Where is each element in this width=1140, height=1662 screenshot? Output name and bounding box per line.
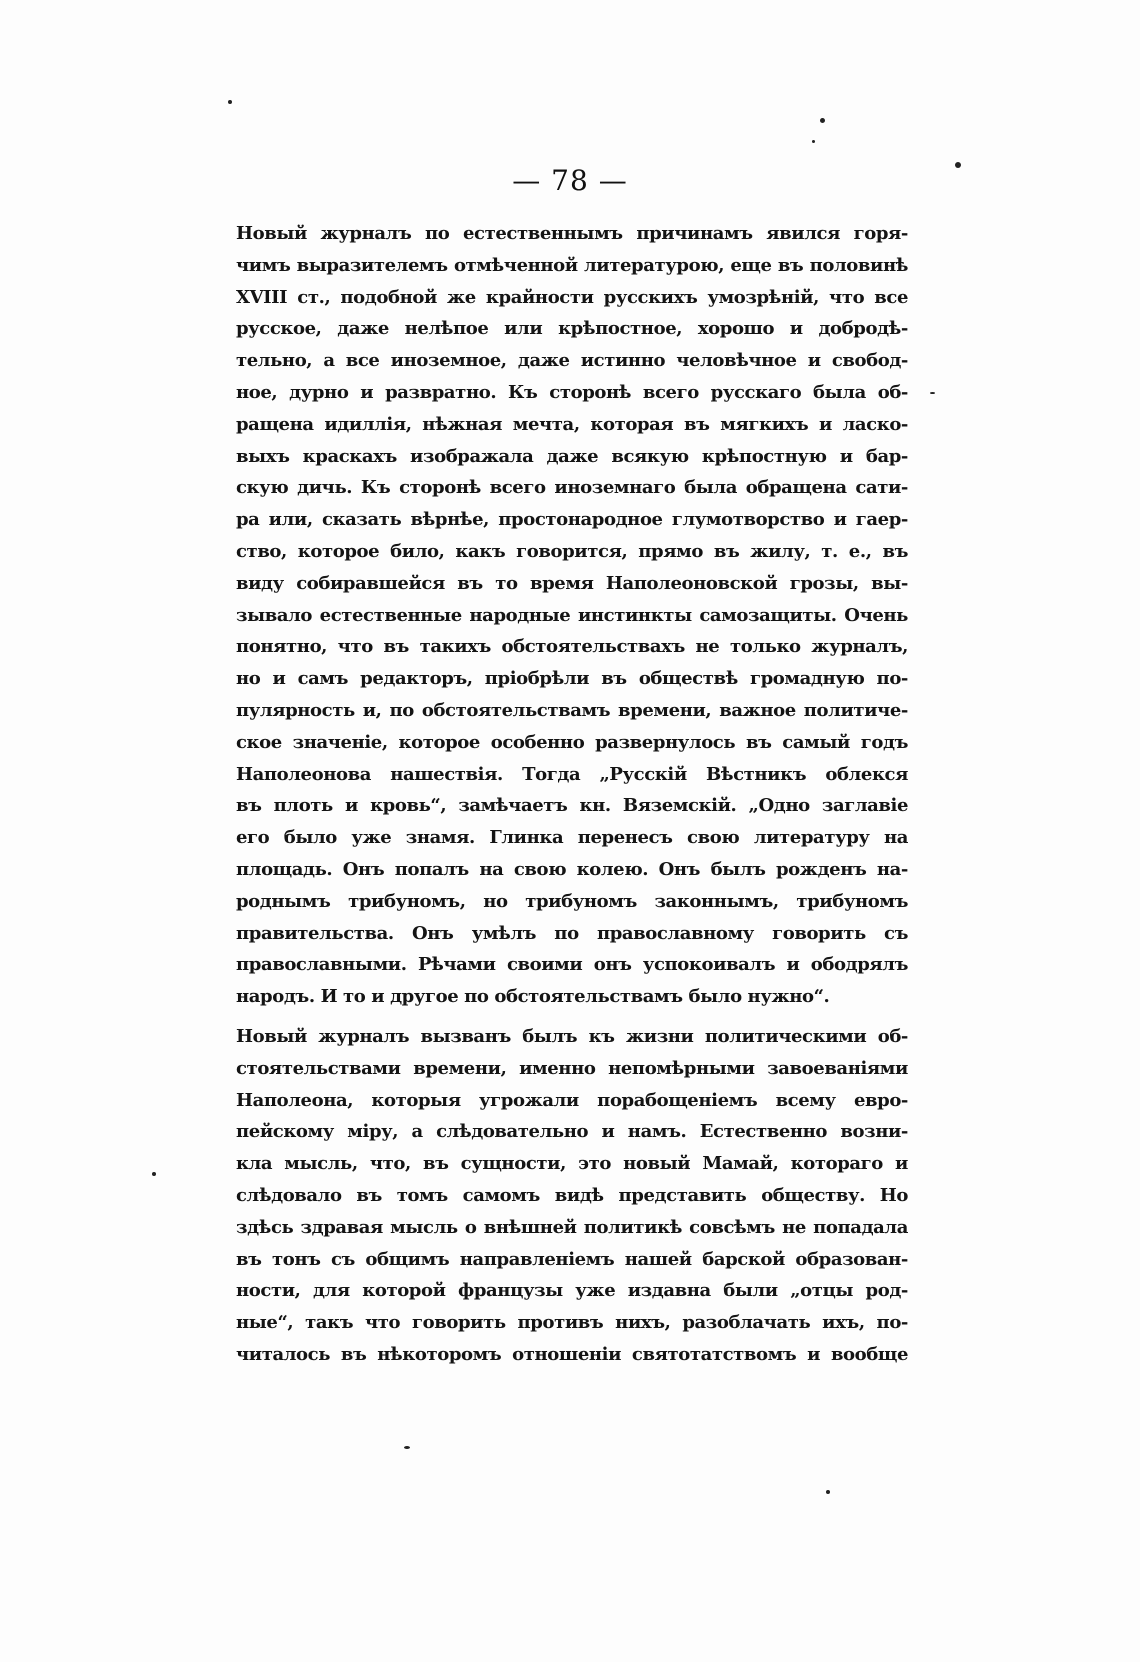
text-line: въ плоть и кровь“, замѣчаетъ кн. Вяземскій. „Одно заглавіе — [236, 795, 908, 817]
text-line: русское, даже нелѣпое или крѣпостное, хорошо и добродѣ- — [236, 318, 908, 340]
text-line: Наполеонова нашествія. Тогда „Русскій Вѣстникъ облекся — [236, 763, 908, 785]
text-line: ное, дурно и развратно. Къ сторонѣ всего русскаго была об- — [236, 381, 908, 403]
text-line: кла мысль, что, въ сущности, это новый Мамай, котораго и — [236, 1153, 908, 1175]
text-line: его было уже знамя. Глинка перенесъ свою литературу на — [236, 827, 908, 849]
text-line: правительства. Онъ умѣлъ по православному говорить съ — [236, 922, 908, 944]
text-line: народъ. И то и другое по обстоятельствамъ было нужно“. — [236, 986, 830, 1008]
text-line: въ тонъ съ общимъ направленіемъ нашей барской образован- — [236, 1248, 908, 1270]
text-line: выхъ краскахъ изображала даже всякую крѣпостную и бар- — [236, 445, 908, 467]
text-line: читалось въ нѣкоторомъ отношеніи святотатствомъ и вообще — [236, 1343, 908, 1365]
text-line: стоятельствами времени, именно непомѣрными завоеваніями — [236, 1057, 908, 1079]
text-line: ные“, такъ что говорить противъ нихъ, разоблачать ихъ, по- — [236, 1312, 908, 1334]
paragraph-1 — [236, 218, 908, 1013]
scan-speck — [955, 162, 961, 168]
text-line: Новый журналъ вызванъ былъ къ жизни политическими об- — [236, 1025, 908, 1047]
text-line: православными. Рѣчами своими онъ успокоивалъ и ободрялъ — [236, 954, 908, 976]
text-line: ра или, сказать вѣрнѣе, простонародное глумотворство и гаер- — [236, 509, 908, 531]
scan-speck — [930, 392, 935, 394]
text-line: слѣдовало въ томъ самомъ видѣ представить обществу. Но — [236, 1184, 908, 1206]
text-line: пулярность и, по обстоятельствамъ времени, важное политиче- — [236, 699, 908, 721]
text-line: пейскому міру, а слѣдовательно и намъ. Естественно возни- — [236, 1121, 908, 1143]
text-line: ство, которое било, какъ говорится, прямо въ жилу, т. е., въ — [236, 540, 908, 562]
text-line: тельно, а все иноземное, даже истинно человѣчное и свобод- — [236, 350, 908, 372]
text-line: виду собиравшейся въ то время Наполеоновской грозы, вы- — [236, 572, 908, 594]
text-line: чимъ выразителемъ отмѣченной литературою, еще въ половинѣ — [236, 254, 908, 276]
text-line: ское значеніе, которое особенно развернулось въ самый годъ — [236, 731, 908, 753]
text-line: но и самъ редакторъ, пріобрѣли въ обществѣ громадную по- — [236, 668, 908, 690]
text-line: ращена идиллія, нѣжная мечта, которая въ мягкихъ и ласко- — [236, 413, 908, 435]
text-line: площадь. Онъ попалъ на свою колею. Онъ былъ рожденъ на- — [236, 858, 908, 880]
text-line: Новый журналъ по естественнымъ причинамъ явился горя- — [236, 223, 908, 244]
scan-speck — [826, 1490, 830, 1494]
text-line: XVIII ст., подобной же крайности русскихъ умозрѣній, что все — [236, 286, 908, 308]
text-line: Наполеона, которыя угрожали порабощеніемъ всему евро- — [236, 1089, 908, 1111]
text-line: скую дичь. Къ сторонѣ всего иноземнаго была обращена сати- — [236, 477, 908, 499]
paragraph-gap — [236, 1013, 908, 1021]
scan-speck — [820, 118, 825, 123]
scan-speck — [152, 1172, 156, 1176]
text-line: понятно, что въ такихъ обстоятельствахъ не только журналъ, — [236, 636, 908, 658]
scan-speck — [404, 1446, 410, 1449]
scan-speck — [228, 100, 232, 104]
body-text — [236, 218, 908, 1371]
text-line: роднымъ трибуномъ, но трибуномъ законнымъ, трибуномъ — [236, 890, 908, 912]
page-number: — 78 — — [512, 164, 628, 197]
text-line: зывало естественные народные инстинкты самозащиты. Очень — [236, 604, 908, 626]
text-line: ности, для которой французы уже издавна были „отцы род- — [236, 1280, 908, 1302]
text-line: здѣсь здравая мысль о внѣшней политикѣ совсѣмъ не попадала — [236, 1216, 908, 1238]
paragraph-2 — [236, 1021, 908, 1371]
scan-speck — [812, 140, 815, 143]
